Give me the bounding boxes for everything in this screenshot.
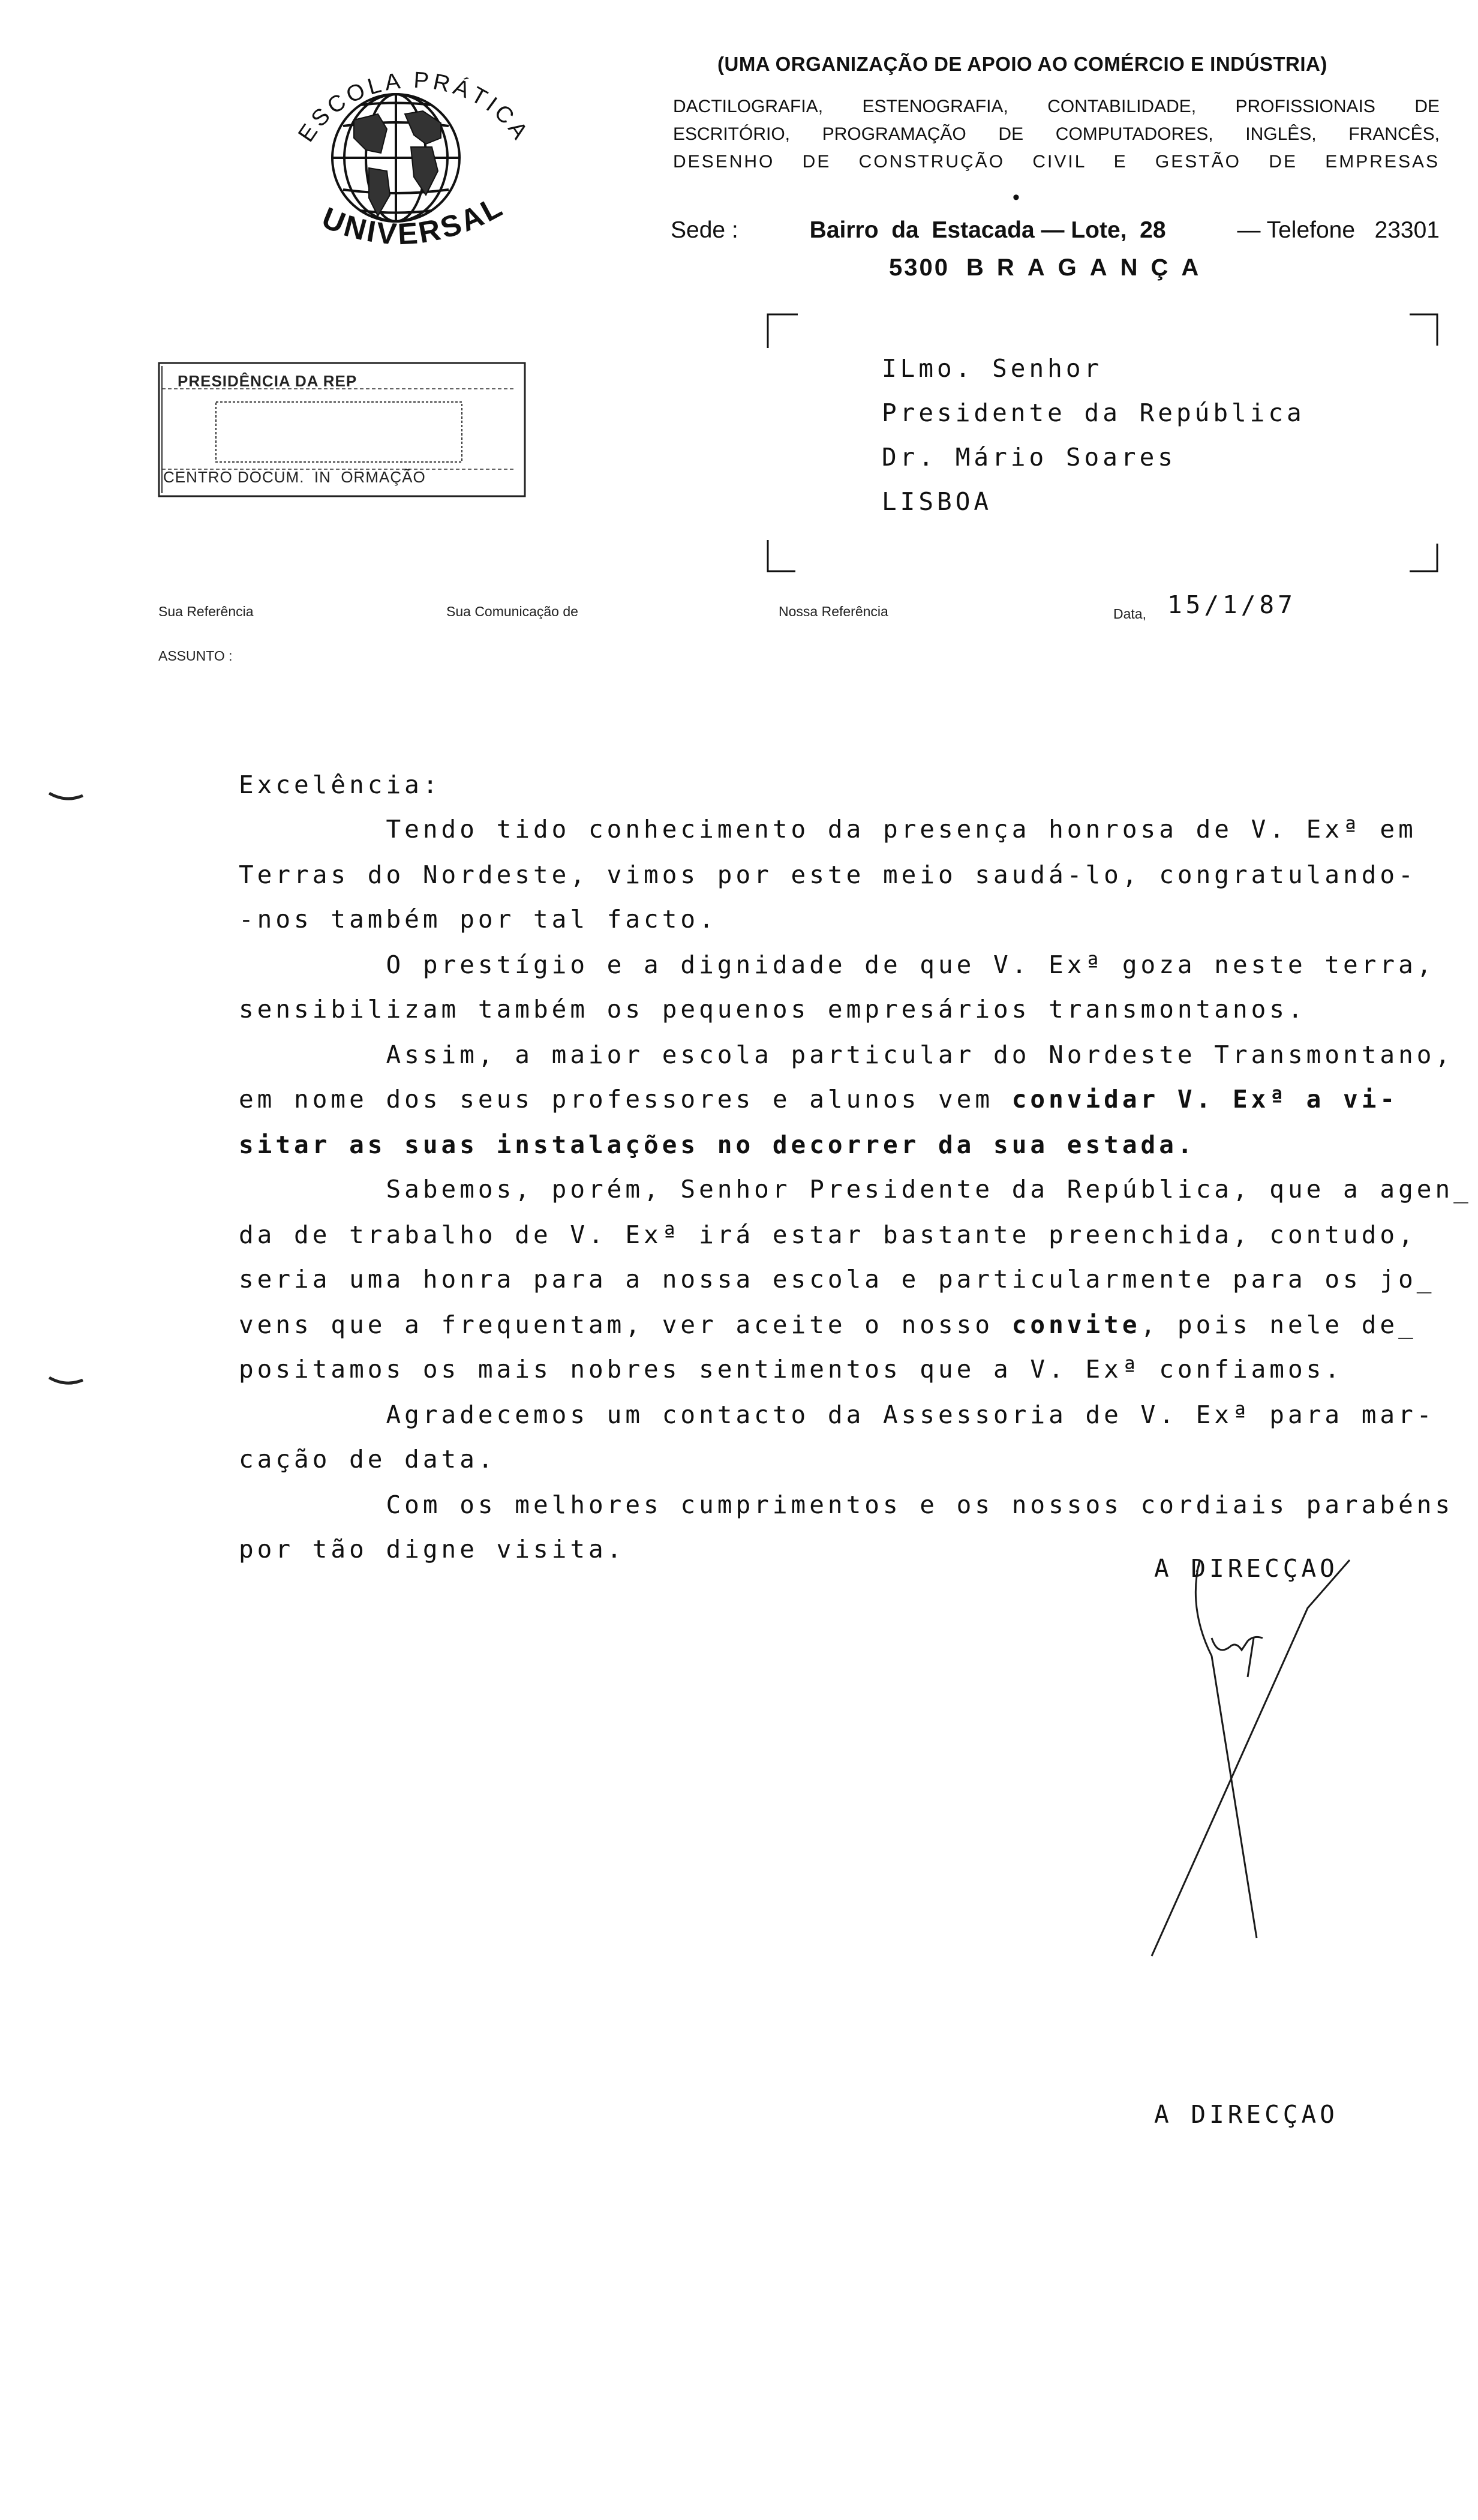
body-line-17: por tão digne visita.: [239, 1535, 626, 1564]
body-line-14: Agradecemos um contacto da Assessoria de V. Exª para mar-: [239, 1400, 1435, 1429]
organization-tagline: (UMA ORGANIZAÇÃO DE APOIO AO COMÉRCIO E INDÚSTRIA): [717, 53, 1327, 75]
stamp-top-text: PRESIDÊNCIA DA REP: [178, 372, 358, 390]
signature-label: A DIRECÇAO: [1154, 2100, 1338, 2129]
data-label: Data,: [1113, 606, 1146, 622]
body-line-9: Sabemos, porém, Senhor Presidente da República, que a agen_: [239, 1175, 1472, 1204]
postal-code: 5300: [889, 254, 950, 281]
body-line-7: [239, 1085, 1398, 1114]
body-line-8: sitar as suas instalações no decorrer da sua estada.: [239, 1130, 1196, 1159]
body-line-13: positamos os mais nobres sentimentos que a V. Exª confiamos.: [239, 1355, 1344, 1384]
assunto-label: ASSUNTO :: [158, 648, 233, 664]
logo-arc-top-text: ESCOLA PRÁTICA: [293, 67, 534, 147]
body-line-4: O prestígio e a dignidade de que V. Exª goza neste terra,: [239, 950, 1435, 979]
school-logo: [264, 48, 564, 288]
body-line-7-start: em nome dos seus professores e alunos vem: [239, 1085, 1012, 1114]
body-line-5: sensibilizam também os pequenos empresários transmontanos.: [239, 995, 1306, 1024]
body-line-11: seria uma honra para a nossa escola e particularmente para os jo_: [239, 1265, 1435, 1294]
separator-dot: •: [1013, 186, 1020, 209]
services-line-2: ESCRITÓRIO, PROGRAMAÇÃO DE COMPUTADORES, INGLÊS, FRANCÊS,: [673, 124, 1440, 144]
sua-comunicacao-label: Sua Comunicação de: [446, 604, 578, 619]
body-line-6: Assim, a maior escola particular do Nordeste Transmontano,: [239, 1040, 1454, 1069]
logo-arc-bottom-text: UNIVERSAL: [317, 188, 509, 251]
city-name: BRAGANÇA: [966, 254, 1212, 281]
body-line-1: Tendo tido conhecimento da presença honrosa de V. Exª em: [239, 815, 1417, 844]
sede-telefone: — Telefone 23301: [1237, 217, 1440, 243]
sede-label: Sede :: [671, 217, 738, 243]
stamp-bottom-text: CENTRO DOCUM. IN ORMAÇÃO: [163, 468, 426, 486]
letter-date: 15/1/87: [1167, 590, 1296, 619]
punch-mark-top: [47, 790, 85, 804]
recipient-title: ILmo. Senhor: [882, 354, 1103, 383]
services-line-3: DESENHO DE CONSTRUÇÃO CIVIL E GESTÃO DE EMPRESAS: [673, 152, 1440, 172]
body-line-12-end: , pois nele de_: [1140, 1310, 1417, 1339]
sua-referencia-label: Sua Referência: [158, 604, 254, 619]
recipient-city: LISBOA: [882, 487, 993, 516]
punch-mark-bottom: [47, 1374, 85, 1388]
body-line-2: Terras do Nordeste, vimos por este meio saudá-lo, congratulando-: [239, 860, 1417, 889]
services-line-1: DACTILOGRAFIA, ESTENOGRAFIA, CONTABILIDADE, PROFISSIONAIS DE: [673, 97, 1440, 116]
body-line-15: cação de data.: [239, 1445, 497, 1474]
body-line-10: da de trabalho de V. Exª irá estar bastante preenchida, contudo,: [239, 1220, 1417, 1249]
body-line-12-bold: convite: [1011, 1310, 1141, 1339]
handwritten-signature: [1128, 2100, 1380, 2520]
globe-icon: [332, 94, 459, 221]
sede-address: Bairro da Estacada — Lote, 28: [809, 217, 1166, 243]
postal-city: [889, 254, 1212, 281]
body-line-3: -nos também por tal facto.: [239, 905, 717, 934]
body-line-12: [239, 1310, 1417, 1339]
body-line-16: Com os melhores cumprimentos e os nossos cordiais parabéns: [239, 1490, 1454, 1519]
body-line-7-bold: convidar V. Exª a vi-: [1011, 1085, 1399, 1114]
salutation: Excelência:: [239, 770, 441, 799]
nossa-referencia-label: Nossa Referência: [779, 604, 888, 619]
signature-scribble: [1128, 1536, 1380, 1956]
recipient-name: Dr. Mário Soares: [882, 443, 1176, 472]
sede-line: [671, 217, 1440, 244]
direccao-signature-label: A DIRECÇAO: [1154, 1554, 1338, 1583]
body-line-12-start: vens que a frequentam, ver aceite o nosso: [239, 1310, 1012, 1339]
recipient-position: Presidente da República: [882, 398, 1305, 427]
